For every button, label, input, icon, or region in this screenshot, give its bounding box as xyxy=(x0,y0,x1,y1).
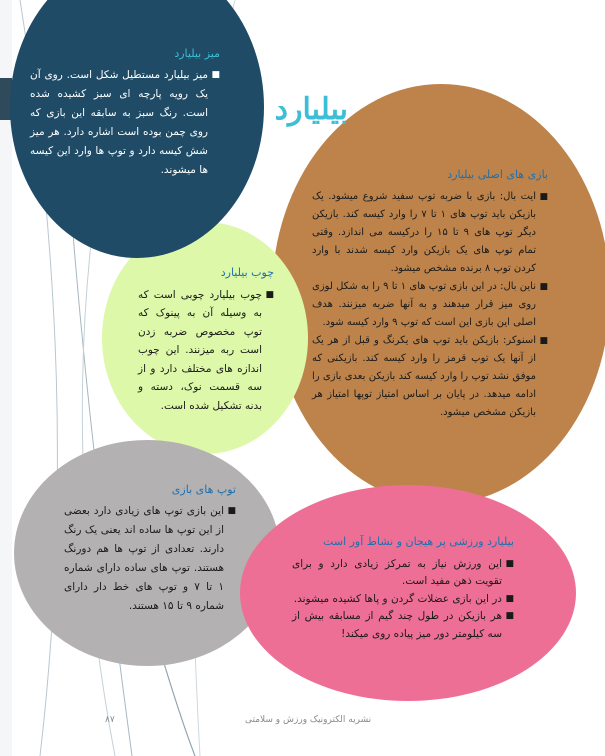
rules-item-text: اسنوکر: بازیکن باید توپ های یکرنگ و قبل از هر یک از آنها یک توپ قرمز را وارد کیسه کند. بازیکنی که موفق نشد توپ را وارد کیسه کند بازیکن بعدی بازی را ادامه میدهد. در پایان بر اساس امتیاز توپها امتیاز هر بازیکن مشخص میشود. xyxy=(312,335,536,418)
benefits-item xyxy=(292,608,514,643)
balls-section xyxy=(64,480,236,616)
bullet-square-icon: ■ xyxy=(539,282,548,292)
rules-item-eightball xyxy=(312,188,548,278)
footer-publication: نشریه الکترونیک ورزش و سلامتی xyxy=(245,715,372,725)
rules-item-text: ناین بال: در این بازی توپ های ۱ تا ۹ را به شکل لوزی روی میز قرار میدهند و به آنها ضربه میزنند. هدف اصلی این بازی این است که توپ ۹ وارد کیسه شود. xyxy=(312,281,537,328)
bullet-square-icon: ■ xyxy=(539,192,548,202)
cue-section xyxy=(138,264,274,415)
bullet-square-icon: ■ xyxy=(265,289,274,300)
benefits-section xyxy=(292,533,514,643)
bullet-square-icon: ■ xyxy=(505,558,514,569)
cue-item xyxy=(138,286,274,416)
rules-heading: بازی های اصلی بیلیارد xyxy=(447,168,548,181)
balls-item xyxy=(64,502,236,616)
footer-page-number: ۸۷ xyxy=(105,715,115,725)
rules-item-snooker xyxy=(312,332,548,422)
balls-heading: توپ های بازی xyxy=(171,483,236,496)
benefits-item-text: این ورزش نیاز به تمرکز زیادی دارد و برای تقویت ذهن مفید است. xyxy=(292,557,502,587)
benefits-item xyxy=(292,591,514,609)
rules-section xyxy=(312,166,548,422)
table-item xyxy=(30,66,220,180)
bullet-square-icon: ■ xyxy=(227,506,236,516)
balls-item-text: این بازی توپ های زیادی دارد بعضی از این توپ ها ساده اند یعنی یک رنگ دارند. تعدادی از توپ ها هم دورنگ هستند. توپ های ساده دارای شماره ۱ تا ۷ و توپ های خط دار دارای شماره ۹ تا ۱۵ هستند. xyxy=(64,505,225,612)
cue-heading: چوب بیلیارد xyxy=(220,266,274,279)
bullet-square-icon: ■ xyxy=(505,611,514,621)
bullet-square-icon: ■ xyxy=(211,70,220,80)
cue-item-text: چوب بیلیارد چوبی است که به وسیله آن به پینوک که توپ مخصوص ضربه زدن است ربه میزنند. این چوب اندازه های مختلف دارد و از سه قسمت نوک، دسته و بدنه تشکیل شده است. xyxy=(138,288,262,412)
rules-item-nineball xyxy=(312,278,548,332)
bullet-square-icon: ■ xyxy=(539,336,548,346)
benefits-item-text: در این بازی عضلات گردن و پاها کشیده میشوند. xyxy=(293,592,502,605)
benefits-heading: بیلیارد ورزشی پر هیجان و نشاط آور است xyxy=(323,535,514,548)
table-item-text: میز بیلیارد مستطیل شکل است. روی آن یک رویه پارچه ای سبز کشیده شده است. رنگ سبز به سابقه این بازی که روی چمن بوده است اشاره دارد. هر میز شش کیسه دارد و توپ ها وارد این کیسه ها میشوند. xyxy=(30,69,208,176)
rules-item-text: ایت بال: بازی با ضربه توپ سفید شروع میشود. یک بازیکن باید توپ های ۱ تا ۷ را وارد کیسه کند. بازیکن دیگر توپ های ۹ تا ۱۵ را درکیسه می اندازد. وقتی تمام توپ های یک بازیکن وارد کیسه شدند با وارد کردن توپ ۸ برنده مشخص میشود. xyxy=(312,191,537,274)
bullet-square-icon: ■ xyxy=(505,593,514,604)
benefits-item xyxy=(292,556,514,591)
benefits-item-text: هر بازیکن در طول چند گیم از مسابقه بیش از سه کیلومتر دور میز پیاده روی میکند! xyxy=(292,610,502,640)
table-section xyxy=(30,44,220,180)
page-title: بیلیارد xyxy=(274,92,348,127)
table-heading: میز بیلیارد xyxy=(174,47,220,60)
